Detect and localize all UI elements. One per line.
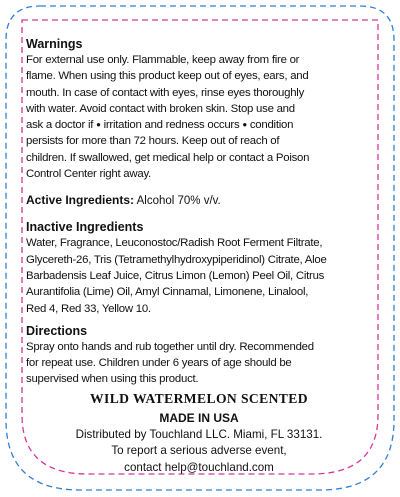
bullet-icon: ●: [242, 120, 247, 130]
warnings-line: [26, 117, 372, 133]
directions-line: for repeat use. Children under 6 years of age should be: [26, 357, 292, 370]
inactive-line: Barbadensis Leaf Juice, Citrus Limon (Lemon) Peel Oil, Citrus: [26, 269, 325, 282]
warnings-heading: Warnings: [26, 37, 83, 51]
directions-text: [26, 339, 372, 388]
made-in: MADE IN USA: [159, 410, 239, 425]
active-ingredients-label: Active Ingredients:: [26, 193, 135, 208]
warnings-line: persists for more than 72 hours. Keep out of reach of: [26, 135, 280, 148]
drug-facts-panel: [26, 36, 372, 476]
inactive-line: Aurantifolia (Lime) Oil, Amyl Cinnamal, Limonene, Linalool,: [26, 286, 309, 299]
directions-heading: Directions: [26, 323, 88, 338]
warnings-line: with water. Avoid contact with broken skin. Stop use and: [26, 102, 295, 115]
contact-email: contact help@touchland.com: [124, 460, 274, 474]
warnings-text: [26, 52, 372, 182]
inactive-text: [26, 235, 372, 316]
warnings-line: For external use only. Flammable, keep away from fire or: [26, 54, 300, 66]
distributor: Distributed by Touchland LLC. Miami, FL 33131.: [75, 427, 323, 441]
inactive-line: Water, Fragrance, Leuconostoc/Radish Root Ferment Filtrate,: [26, 237, 323, 250]
active-ingredients: [26, 192, 372, 209]
inactive-line: Red 4, Red 33, Yellow 10.: [26, 302, 151, 315]
directions-line: Spray onto hands and rub together until dry. Recommended: [26, 340, 314, 353]
inactive-heading: Inactive Ingredients: [26, 220, 144, 235]
warnings-line: Control Center right away.: [26, 168, 151, 181]
warnings-line: mouth. In case of contact with eyes, rinse eyes thoroughly: [26, 86, 305, 99]
report-adverse-event: To report a serious adverse event,: [111, 444, 287, 458]
bullet-icon: ●: [96, 120, 101, 130]
condition-irritation: irritation and redness occurs: [100, 119, 243, 132]
condition-persists: condition: [246, 119, 294, 132]
warnings-line: flame. When using this product keep out of eyes, ears, and: [26, 70, 309, 83]
directions-line: supervised when using this product.: [26, 373, 199, 386]
product-name: WILD WATERMELON SCENTED: [90, 390, 308, 406]
ask-doctor-text: ask a doctor if: [26, 119, 97, 132]
inactive-line: Glycereth-26, Tris (Tetramethylhydroxypiperidinol) Citrate, Aloe: [26, 253, 327, 266]
active-ingredients-value: Alcohol 70% v/v.: [134, 195, 221, 208]
warnings-line: children. If swallowed, get medical help or contact a Poison: [26, 151, 310, 164]
